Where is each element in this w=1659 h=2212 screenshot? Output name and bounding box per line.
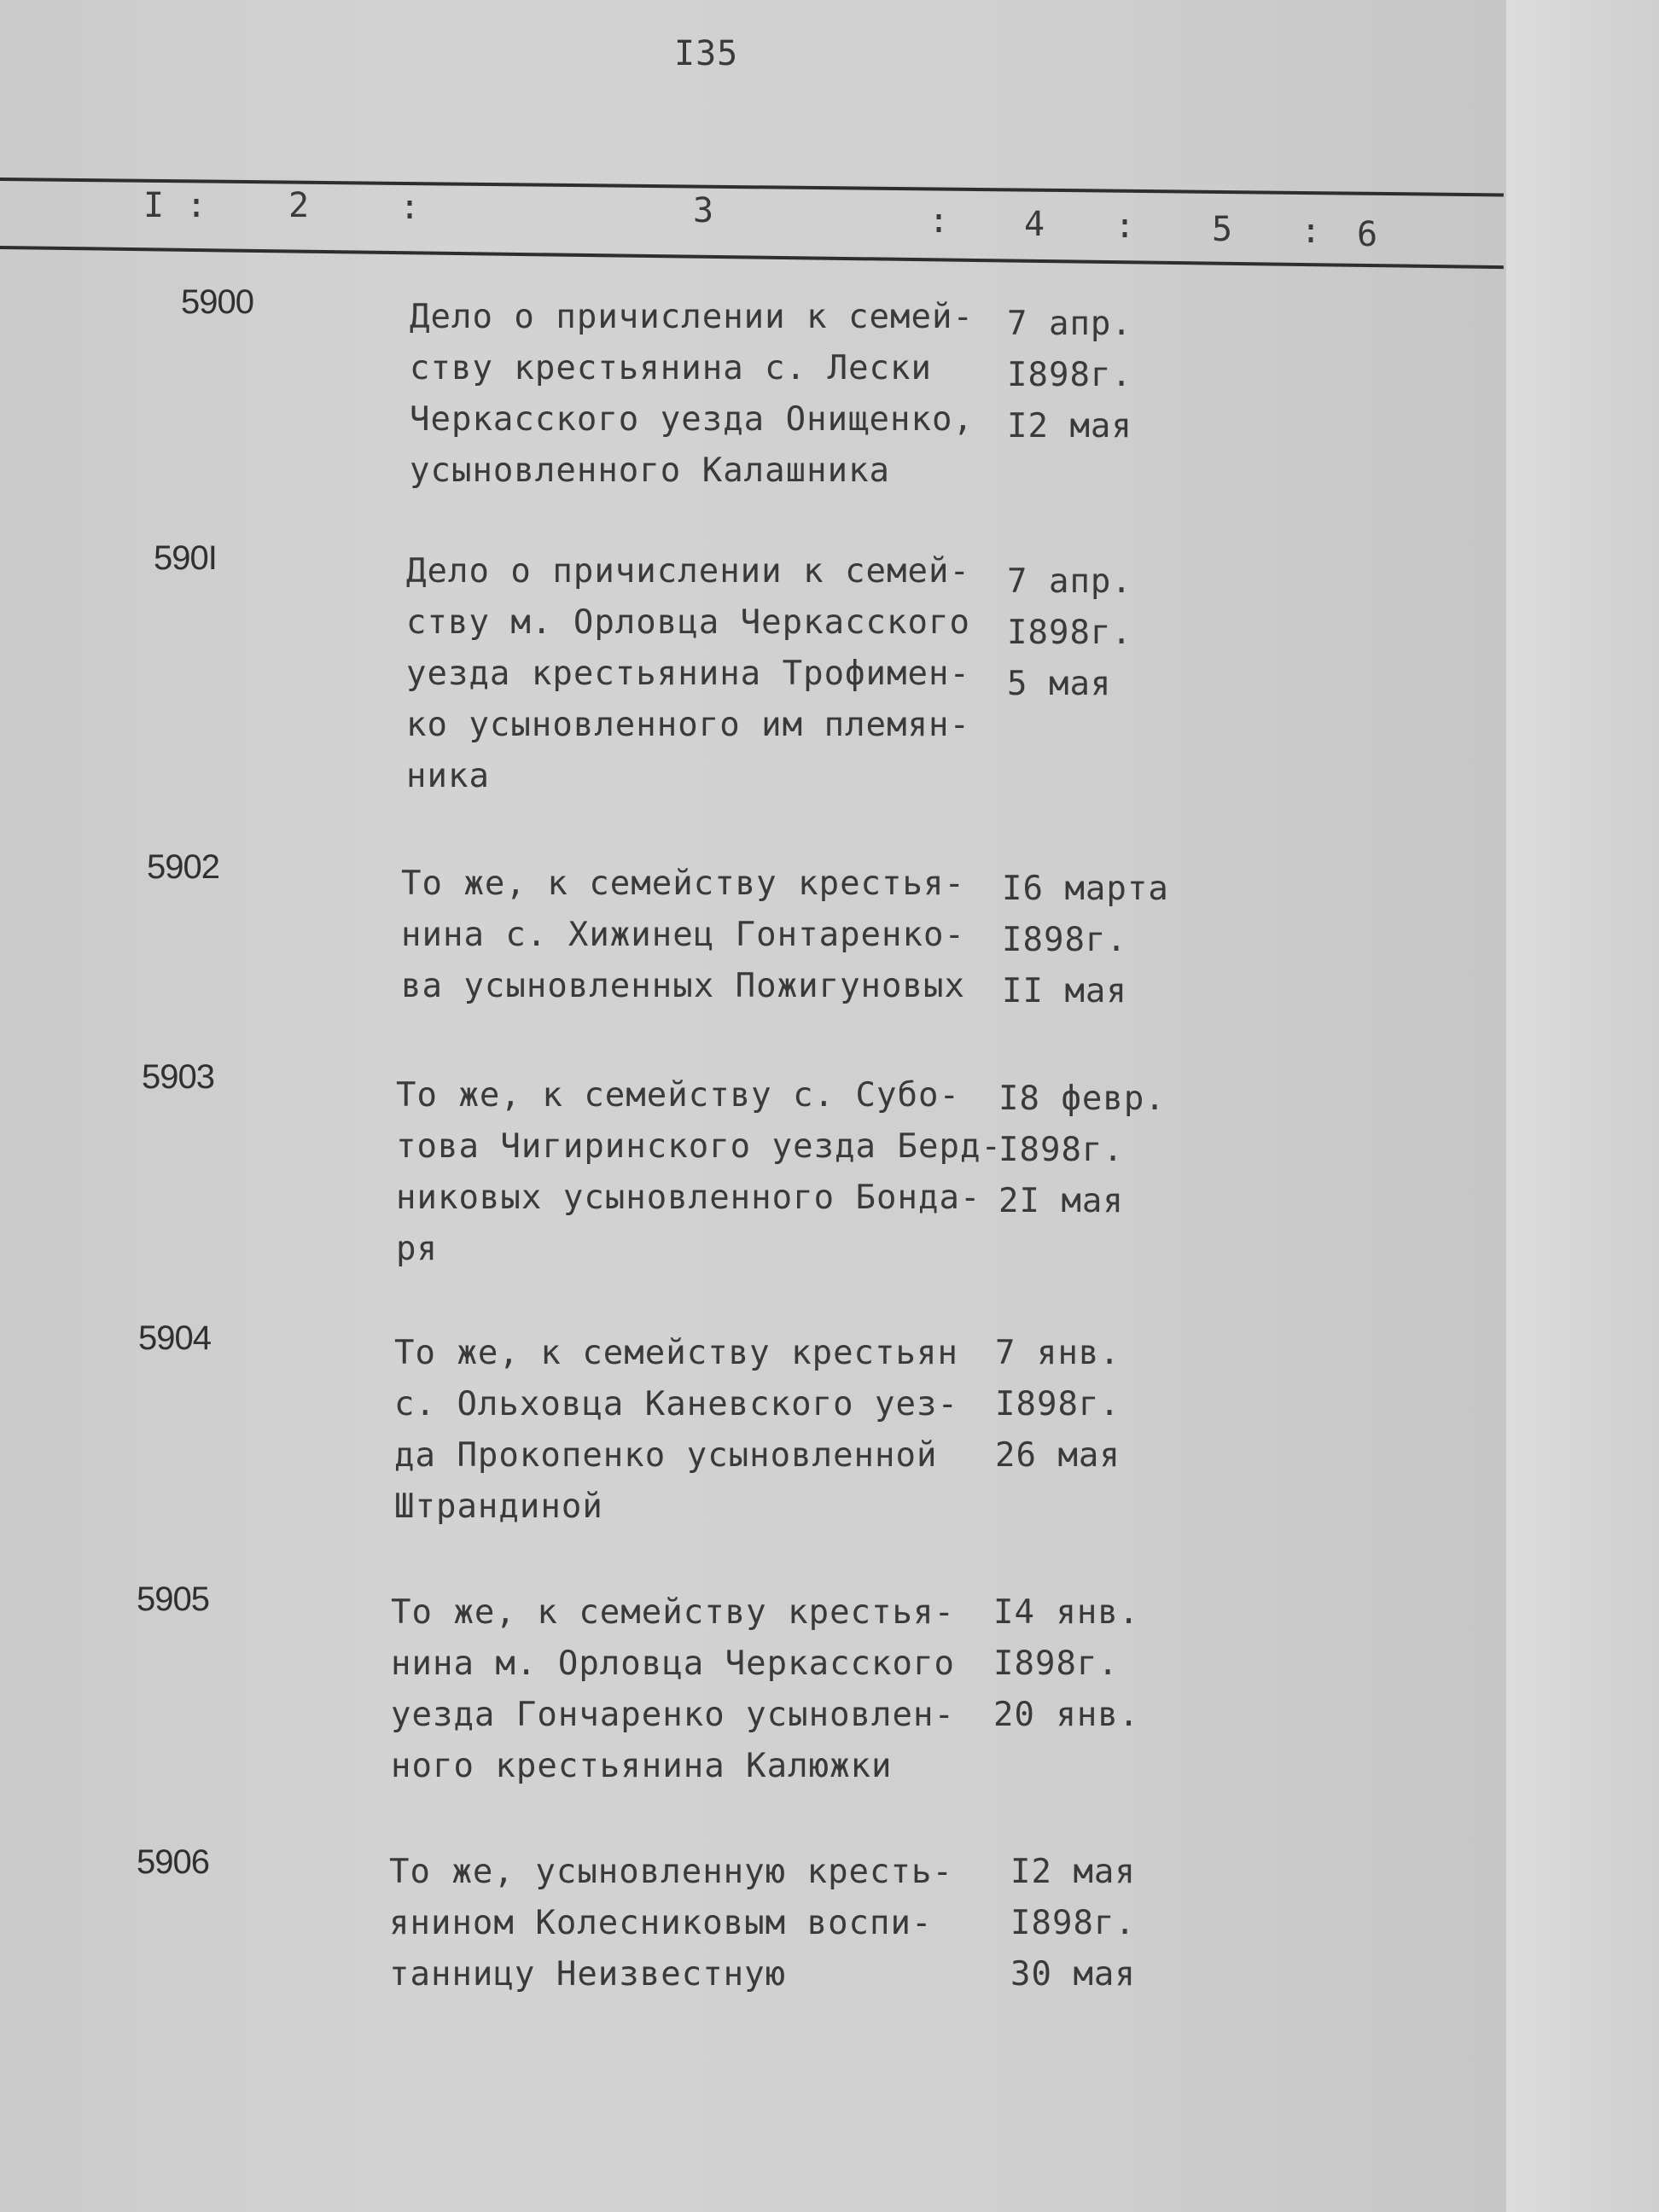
entry-number: 5905	[137, 1580, 209, 1618]
entry-description	[389, 1847, 953, 2000]
entry-date-start: I8 февр.	[998, 1080, 1166, 1118]
entry-date-end: II мая	[1002, 972, 1127, 1010]
entry-line: нина с. Хижинец Гонтаренко-	[401, 916, 965, 954]
entry-line: ва усыновленных Пожигуновых	[401, 967, 965, 1005]
entry-date-end: 2I мая	[998, 1182, 1124, 1220]
entry-date-year: I898г.	[1010, 1904, 1136, 1942]
entry-line: Черкасского уезда Онищенко,	[410, 400, 974, 439]
entry-description	[394, 1328, 958, 1533]
entry-date-end: 20 янв.	[993, 1696, 1140, 1734]
entry-date-year: I898г.	[1007, 356, 1132, 394]
entry-line: да Прокопенко усыновленной	[394, 1436, 938, 1475]
entry-date-end: 5 мая	[1007, 665, 1112, 703]
entry-date-end: 26 мая	[995, 1436, 1121, 1475]
entry-dates	[1007, 556, 1132, 710]
entry-number: 5906	[137, 1843, 209, 1881]
entry-line: То же, к семейству крестьян	[394, 1334, 958, 1372]
column-header-6: 6	[1357, 215, 1379, 254]
entry-dates	[993, 1587, 1139, 1741]
entry-line: То же, к семейству крестья-	[401, 864, 965, 903]
entry-date-start: I2 мая	[1010, 1853, 1136, 1891]
entry-date-end: I2 мая	[1007, 407, 1132, 445]
entry-line: Штрандиной	[394, 1487, 603, 1526]
entry-line: с. Ольховца Каневского уез-	[394, 1385, 958, 1423]
entry-date-year: I898г.	[995, 1385, 1121, 1423]
entry-dates	[1007, 299, 1132, 452]
entry-date-year: I898г.	[1002, 921, 1127, 959]
entry-date-start: 7 янв.	[995, 1334, 1121, 1372]
column-separator: :	[399, 188, 422, 227]
entry-date-start: 7 апр.	[1007, 562, 1132, 601]
entry-date-start: 7 апр.	[1007, 305, 1132, 343]
entry-date-end: 30 мая	[1010, 1955, 1136, 1994]
page-background-edge	[1506, 0, 1659, 2212]
entry-line: То же, к семейству крестья-	[391, 1593, 955, 1632]
entry-line: танницу Неизвестную	[389, 1955, 787, 1994]
entry-dates	[1002, 864, 1169, 1017]
entry-line: ника	[406, 757, 490, 795]
entry-line: ря	[396, 1230, 438, 1268]
entry-description	[396, 1070, 1002, 1275]
column-separator: :	[1115, 207, 1137, 246]
entry-line: това Чигиринского уезда Берд-	[396, 1127, 1002, 1166]
column-header-3: 3	[693, 191, 715, 230]
column-header-1: I	[143, 186, 166, 225]
column-header-2: 2	[288, 186, 311, 225]
entry-number: 5903	[142, 1058, 214, 1096]
entry-line: Дело о причислении к семей-	[410, 298, 974, 336]
entry-line: То же, к семейству с. Субо-	[396, 1076, 960, 1115]
entry-line: То же, усыновленную кресть-	[389, 1853, 953, 1891]
entry-line: ству крестьянина с. Лески	[410, 349, 932, 387]
entry-line: никовых усыновленного Бонда-	[396, 1179, 981, 1217]
entry-description	[406, 546, 970, 802]
entry-dates	[998, 1074, 1166, 1227]
entry-date-year: I898г.	[993, 1644, 1119, 1683]
entry-date-start: I6 марта	[1002, 870, 1169, 908]
entry-dates	[1010, 1847, 1136, 2000]
column-separator: :	[186, 186, 208, 225]
entry-date-start: I4 янв.	[993, 1593, 1140, 1632]
column-separator: :	[928, 201, 951, 241]
entry-line: усыновленного Калашника	[410, 451, 891, 490]
entry-line: ко усыновленного им племян-	[406, 706, 970, 744]
entry-line: уезда крестьянина Трофимен-	[406, 655, 970, 693]
entry-number: 5904	[138, 1319, 211, 1357]
entry-line: уезда Гончаренко усыновлен-	[391, 1696, 955, 1734]
entry-description	[401, 859, 965, 1012]
entry-line: ству м. Орловца Черкасского	[406, 603, 970, 642]
entry-line: Дело о причислении к семей-	[406, 552, 970, 591]
page-number: I35	[674, 34, 739, 73]
entry-number: 5902	[147, 848, 219, 886]
entry-line: нина м. Орловца Черкасского	[391, 1644, 955, 1683]
entry-date-year: I898г.	[1007, 614, 1132, 652]
entry-number: 5900	[181, 283, 253, 321]
entry-line: янином Колесниковым воспи-	[389, 1904, 933, 1942]
entry-date-year: I898г.	[998, 1131, 1124, 1169]
entry-number: 590I	[154, 539, 217, 577]
entry-line: ного крестьянина Калюжки	[391, 1747, 893, 1785]
column-header-4: 4	[1024, 205, 1046, 244]
column-separator: :	[1301, 212, 1323, 251]
entry-description	[391, 1587, 955, 1792]
entry-dates	[995, 1328, 1121, 1481]
column-header-5: 5	[1212, 210, 1234, 249]
entry-description	[410, 292, 974, 497]
